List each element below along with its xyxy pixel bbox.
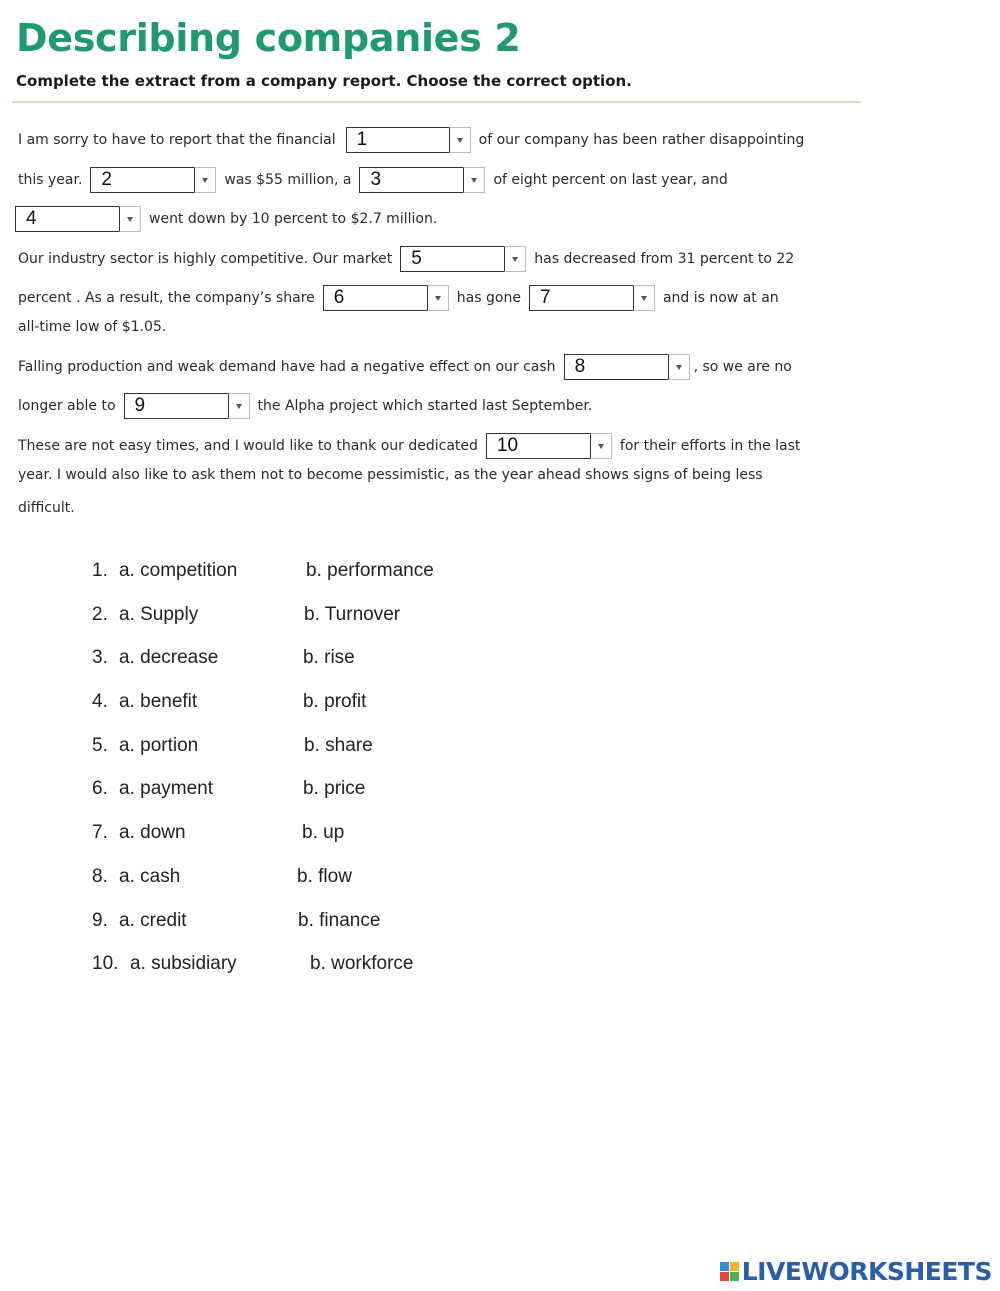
dropdown-value: 10 xyxy=(486,433,590,459)
dropdown-gap-5[interactable] xyxy=(400,246,526,272)
chevron-down-icon[interactable] xyxy=(504,246,526,272)
passage-text: the Alpha project which started last September. xyxy=(257,398,593,414)
chevron-down-icon[interactable] xyxy=(228,393,250,419)
dropdown-gap-8[interactable] xyxy=(564,354,690,380)
option-b: b. performance xyxy=(306,560,434,581)
logo-icon xyxy=(720,1262,739,1281)
passage-text: has gone xyxy=(456,290,521,306)
option-b: b. up xyxy=(302,822,345,844)
option-number: 10. xyxy=(92,953,119,975)
passage-text: has decreased from 31 percent to 22 xyxy=(534,251,795,267)
passage-line xyxy=(18,392,592,420)
option-number: 7. xyxy=(92,822,108,844)
passage-line xyxy=(18,494,75,522)
chevron-down-icon[interactable] xyxy=(633,285,655,311)
chevron-down-icon[interactable] xyxy=(194,167,216,193)
passage-line xyxy=(18,284,779,312)
passage-line xyxy=(18,461,763,489)
option-b: b. rise xyxy=(303,647,355,669)
option-number: 6. xyxy=(92,778,108,800)
dropdown-gap-10[interactable] xyxy=(486,433,612,459)
dropdown-value: 8 xyxy=(564,354,668,380)
divider xyxy=(12,101,861,103)
logo-square xyxy=(730,1272,739,1281)
dropdown-value: 1 xyxy=(346,127,449,153)
dropdown-value: 3 xyxy=(359,167,463,193)
passage-line xyxy=(18,245,794,273)
option-number: 9. xyxy=(92,909,108,931)
passage-text: Falling production and weak demand have had a negative effect on our cash xyxy=(18,359,556,375)
passage-text: and is now at an xyxy=(662,290,779,306)
passage-text: of our company has been rather disappointing xyxy=(478,132,805,148)
option-b: b. flow xyxy=(297,865,352,887)
dropdown-gap-9[interactable] xyxy=(124,393,250,419)
passage-line xyxy=(18,353,792,381)
option-b: b. Turnover xyxy=(304,603,401,625)
dropdown-gap-1[interactable] xyxy=(346,127,471,153)
chevron-down-icon[interactable] xyxy=(668,354,690,380)
option-a: a. competition xyxy=(119,560,238,581)
option-a: a. subsidiary xyxy=(130,953,237,975)
passage-text: year. I would also like to ask them not to become pessimistic, as the year ahead shows signs of being less xyxy=(18,467,763,483)
option-number: 1. xyxy=(92,560,108,581)
option-a: a. down xyxy=(119,822,186,844)
option-b: b. price xyxy=(303,778,366,800)
dropdown-value: 2 xyxy=(90,167,194,193)
chevron-down-icon[interactable] xyxy=(427,285,449,311)
option-a: a. portion xyxy=(119,734,199,756)
passage-line xyxy=(18,166,728,194)
chevron-down-icon[interactable] xyxy=(590,433,612,459)
passage-text: was $55 million, a xyxy=(224,172,352,188)
option-number: 3. xyxy=(92,647,108,669)
dropdown-value: 7 xyxy=(529,285,633,311)
passage-text: difficult. xyxy=(18,500,75,516)
passage-text: , so we are no xyxy=(693,359,792,375)
passage-text: all-time low of $1.05. xyxy=(18,319,167,335)
option-number: 4. xyxy=(92,691,108,713)
liveworksheets-logo xyxy=(720,1256,992,1286)
option-b: b. profit xyxy=(303,691,367,713)
passage-text: These are not easy times, and I would like to thank our dedicated xyxy=(18,438,478,454)
dropdown-value: 9 xyxy=(124,393,228,419)
logo-square xyxy=(720,1262,729,1271)
dropdown-gap-6[interactable] xyxy=(323,285,449,311)
chevron-down-icon[interactable] xyxy=(449,127,471,153)
passage-text: went down by 10 percent to $2.7 million. xyxy=(149,211,438,227)
passage-text: longer able to xyxy=(18,398,116,414)
option-a: a. cash xyxy=(119,865,181,887)
passage-text: for their efforts in the last xyxy=(619,438,801,454)
page-title: Describing companies 2 xyxy=(16,16,521,60)
option-a: a. payment xyxy=(119,778,213,800)
passage-text: percent . As a result, the company’s share xyxy=(18,290,315,306)
option-b: b. workforce xyxy=(310,953,414,975)
chevron-down-icon[interactable] xyxy=(463,167,485,193)
passage-text: of eight percent on last year, and xyxy=(493,172,728,188)
dropdown-gap-7[interactable] xyxy=(529,285,655,311)
option-number: 8. xyxy=(92,865,108,887)
instructions: Complete the extract from a company report. Choose the correct option. xyxy=(16,72,632,90)
dropdown-value: 6 xyxy=(323,285,427,311)
passage-text: I am sorry to have to report that the financial xyxy=(18,132,336,148)
logo-square xyxy=(720,1272,729,1281)
option-a: a. benefit xyxy=(119,691,198,713)
dropdown-gap-2[interactable] xyxy=(90,167,216,193)
option-a: a. credit xyxy=(119,909,187,931)
option-number: 2. xyxy=(92,603,108,625)
passage-line xyxy=(18,313,166,341)
dropdown-gap-4[interactable] xyxy=(15,206,141,232)
passage-text: Our industry sector is highly competitive. Our market xyxy=(18,251,393,267)
option-number: 5. xyxy=(92,734,108,756)
passage-text: this year. xyxy=(18,172,83,188)
logo-text: LIVEWORKSHEETS xyxy=(741,1256,992,1286)
option-b: b. share xyxy=(304,734,373,756)
dropdown-value: 4 xyxy=(15,206,119,232)
passage-line xyxy=(18,432,800,460)
option-a: a. Supply xyxy=(119,603,199,625)
logo-square xyxy=(730,1262,739,1271)
dropdown-value: 5 xyxy=(400,246,504,272)
option-b: b. finance xyxy=(298,909,381,931)
passage-line xyxy=(18,126,804,154)
passage-line xyxy=(15,205,437,233)
dropdown-gap-3[interactable] xyxy=(359,167,485,193)
option-a: a. decrease xyxy=(119,647,219,669)
chevron-down-icon[interactable] xyxy=(119,206,141,232)
